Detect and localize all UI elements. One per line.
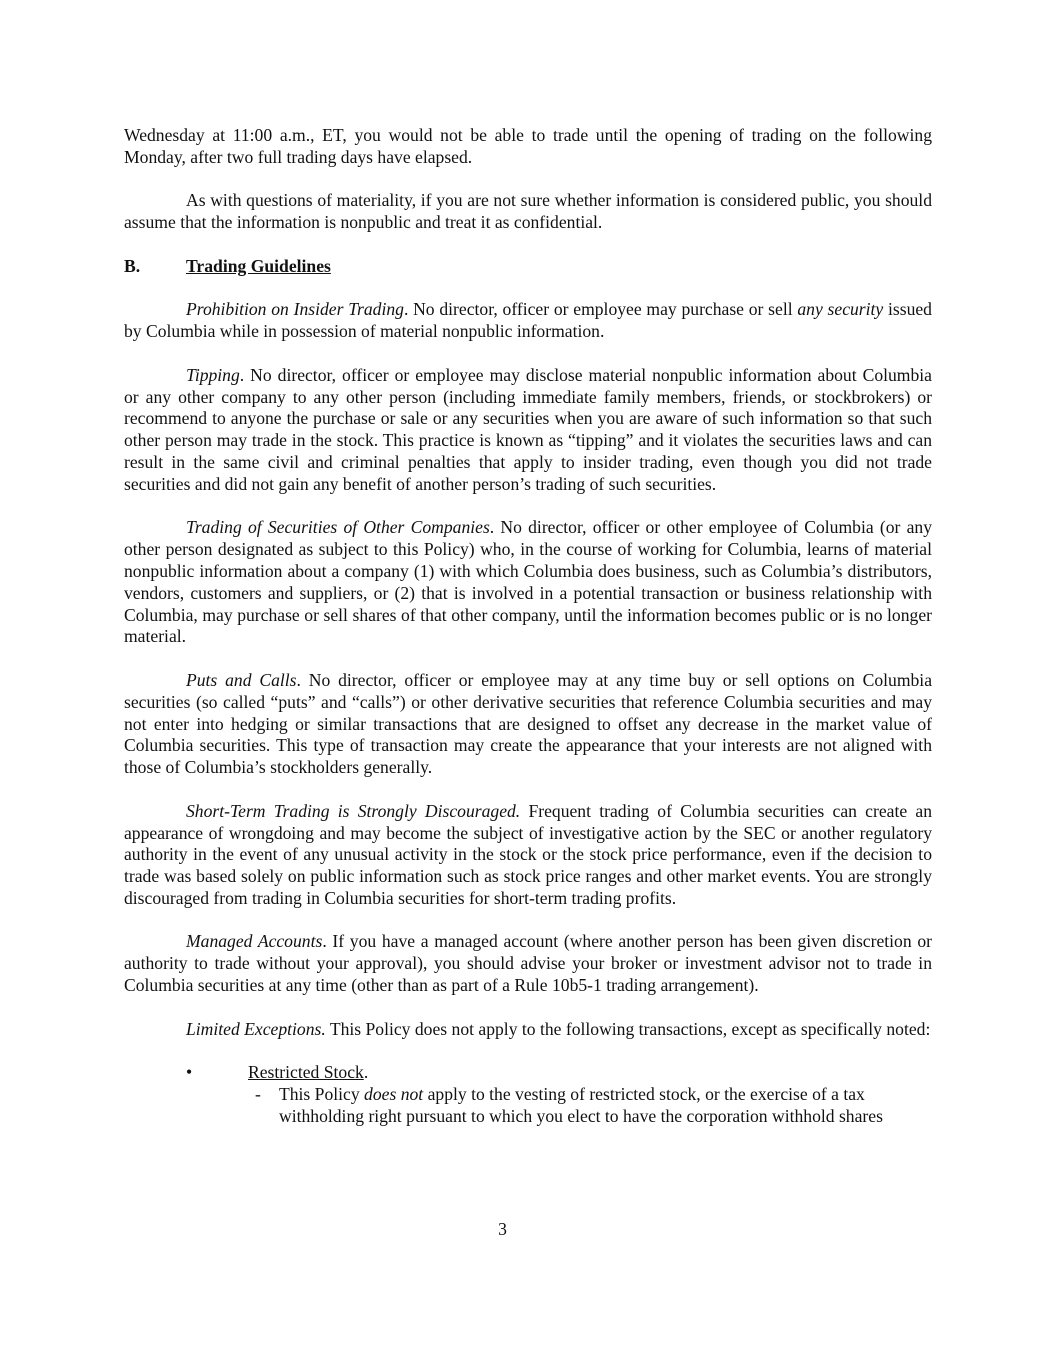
- managed-accounts-text: . If you have a managed account (where another person has been given discretion or authority to trade without your approval), you should advise your broker or investment advisor not to trade in Columbia securities at any time (other than as part of a Rule 10b5-1 trading arrangement).: [124, 931, 932, 996]
- restricted-stock-text-after: apply to the vesting of restricted stock, or the exercise of a tax withholding right pursuant to which you elect to have the corporation withhold shares: [279, 1084, 883, 1126]
- restricted-stock-list: [124, 1062, 932, 1127]
- bullet-icon: •: [186, 1062, 193, 1083]
- managed-accounts-paragraph: [124, 931, 932, 996]
- restricted-stock-item: [124, 1062, 932, 1084]
- prohibition-text-before: . No director, officer or employee may purchase or sell: [403, 299, 798, 320]
- other-companies-title: Trading of Securities of Other Companies: [186, 517, 490, 538]
- limited-exceptions-title: Limited Exceptions.: [186, 1018, 326, 1039]
- restricted-stock-title: Restricted Stock: [248, 1062, 364, 1083]
- other-companies-paragraph: [124, 517, 932, 648]
- dash-icon: -: [255, 1084, 261, 1105]
- other-companies-text: . No director, officer or other employee of Columbia (or any other person designated as subject to this Policy) who, in the course of working for Columbia, learns of material nonpublic information about a company (1) with which Columbia does business, such as Columbia’s distributors, vendors, customers and suppliers, or (2) that is involved in a potential transaction or business relationship with Columbia, may purchase or sell shares of that other company, until the information becomes public or is no longer material.: [124, 517, 932, 647]
- limited-exceptions-text: This Policy does not apply to the following transactions, except as specifically noted:: [325, 1018, 931, 1039]
- prohibition-emphasis: any security: [797, 299, 884, 320]
- section-b-letter: B.: [124, 255, 141, 276]
- short-term-title: Short-Term Trading is Strongly Discouraged.: [186, 800, 521, 821]
- short-term-paragraph: [124, 801, 932, 910]
- puts-calls-paragraph: [124, 670, 932, 779]
- page-number: 3: [498, 1219, 507, 1239]
- restricted-stock-emphasis: does not: [364, 1084, 424, 1105]
- restricted-stock-text-before: This Policy: [279, 1084, 365, 1105]
- public-info-paragraph: As with questions of materiality, if you are not sure whether information is considered public, you should assume that the information is nonpublic and treat it as confidential.: [124, 190, 932, 233]
- restricted-stock-period: .: [363, 1062, 369, 1083]
- section-b-title: Trading Guidelines: [186, 255, 331, 276]
- prohibition-text-after: issued by Columbia while in possession of material nonpublic information.: [124, 299, 932, 342]
- limited-exceptions-paragraph: [124, 1019, 932, 1041]
- tipping-text: . No director, officer or employee may disclose material nonpublic information about Columbia or any other company to any other person (including immediate family members, friends, or stockbrokers) or recommend to anyone the purchase or sale or any securities when you are aware of such information so that such other person may trade in the stock. This practice is known as “tipping” and it violates the securities laws and can result in the same civil and criminal penalties that apply to insider trading, even though you did not trade securities and did not gain any benefit of another person’s trading of such securities.: [124, 364, 932, 494]
- prohibition-title: Prohibition on Insider Trading: [186, 299, 404, 320]
- continuation-paragraph: Wednesday at 11:00 a.m., ET, you would not be able to trade until the opening of trading on the following Monday, after two full trading days have elapsed.: [124, 125, 932, 167]
- managed-accounts-title: Managed Accounts: [186, 931, 323, 952]
- puts-calls-title: Puts and Calls: [186, 669, 297, 690]
- tipping-paragraph: [124, 365, 932, 496]
- restricted-stock-subitem: [124, 1084, 932, 1128]
- document-page: [124, 125, 932, 1128]
- prohibition-paragraph: [124, 299, 932, 343]
- tipping-title: Tipping: [186, 364, 240, 385]
- puts-calls-text: . No director, officer or employee may at any time buy or sell options on Columbia securities (so called “puts” and “calls”) or other derivative securities that reference Columbia securities and may not enter into hedging or similar transactions that are designed to offset any decrease in the market value of Columbia securities. This type of transaction may create the appearance that your interests are not aligned with those of Columbia’s stockholders generally.: [124, 669, 932, 778]
- short-term-text: Frequent trading of Columbia securities can create an appearance of wrongdoing and may become the subject of investigative action by the SEC or another regulatory authority in the event of any unusual activity in the stock or the stock price performance, even if the decision to trade was based solely on public information such as stock price ranges and other market events. You are strongly discouraged from trading in Columbia securities for short-term trading profits.: [124, 800, 932, 908]
- section-b-heading: [124, 256, 932, 278]
